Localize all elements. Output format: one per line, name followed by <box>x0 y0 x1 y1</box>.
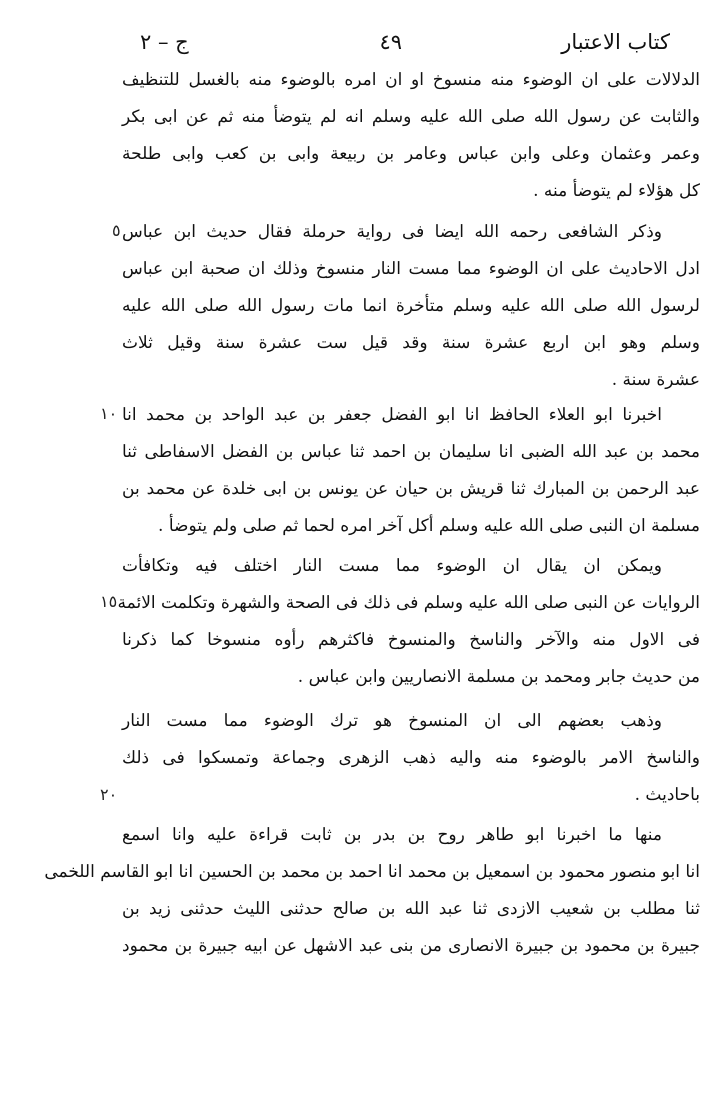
paragraph <box>122 703 700 814</box>
text-line: اخبرنا ابو العلاء الحافظ انا ابو الفضل جعفر بن عبد الواحد بن محمد انا <box>122 405 662 425</box>
text-line: جبيرة بن محمود بن جبيرة الانصارى من بنى عبد الاشهل عن ابيه جبيرة بن محمود <box>122 936 700 956</box>
text-line: وذهب بعضهم الى ان المنسوخ هو ترك الوضوء مما مست النار <box>122 711 662 731</box>
text-line: الروايات عن النبى صلى الله عليه وسلم فى ذلك فى الصحة والشهرة وتكلمت الائمة <box>117 593 700 613</box>
text-line: عشرة سنة . <box>611 370 700 390</box>
line-marker: ١٥ <box>100 592 118 611</box>
line-marker: ٥ <box>112 221 121 240</box>
text-line: منها ما اخبرنا ابو طاهر روح بن بدر بن ثابت قراءة عليه وانا اسمع <box>122 825 662 845</box>
text-line: ويمكن ان يقال ان الوضوء مما مست النار اختلف فيه وتكافأت <box>122 556 662 576</box>
text-line: والثابت عن رسول الله صلى الله عليه وسلم انه لم يتوضأ منه ثم عن ابى بكر <box>122 107 700 127</box>
book-title: كتاب الاعتبار <box>561 30 670 54</box>
text-line: وذكر الشافعى رحمه الله ايضا فى رواية حرملة فقال حديث ابن عباس <box>122 222 662 242</box>
text-line: كل هؤلاء لم يتوضأ منه . <box>533 181 700 201</box>
text-line: باحاديث . <box>634 785 700 805</box>
text-line: من حديث جابر ومحمد بن مسلمة الانصاريين وابن عباس . <box>297 667 700 687</box>
paragraph <box>122 397 700 545</box>
text-line: الدلالات على ان الوضوء منه منسوخ او ان امره بالوضوء منه بالغسل للتنظيف <box>122 70 700 90</box>
text-line: والناسخ الامر بالوضوء منه واليه ذهب الزهرى وجماعة وتمسكوا فى ذلك <box>122 748 700 768</box>
text-line: وعمر وعثمان وعلى وابن عباس وعامر بن ربيعة وابى بن كعب وابى طلحة <box>122 144 700 164</box>
text-line: ادل الاحاديث على ان الوضوء مما مست النار منسوخ وذلك ان صحبة ابن عباس <box>122 259 700 279</box>
paragraph <box>117 548 700 696</box>
page-header <box>140 30 670 66</box>
text-line: ثنا مطلب بن شعيب الازدى ثنا عبد الله بن صالح حدثنى الليث حدثنى زيد بن <box>122 899 700 919</box>
text-line: مسلمة ان النبى صلى الله عليه وسلم أكل آخر امره لحما ثم صلى ولم يتوضأ . <box>158 516 700 536</box>
text-line: وسلم وهو ابن اربع عشرة سنة وقد قيل ست عشرة سنة وقيل ثلاث <box>122 333 700 353</box>
line-marker: ٢٠ <box>100 785 118 804</box>
paragraph <box>122 62 700 210</box>
volume-label: ج – ٢ <box>140 30 189 54</box>
line-marker: ١٠ <box>100 404 118 423</box>
text-line: محمد بن عبد الله الضبى انا سليمان بن احمد ثنا عباس بن الفضل الاسفاطى ثنا <box>122 442 700 462</box>
paragraph <box>122 214 700 399</box>
text-line: انا ابو منصور محمود بن اسمعيل بن محمد انا احمد بن محمد بن الحسين انا ابو القاسم اللخمى <box>44 862 700 882</box>
text-line: لرسول الله صلى الله عليه وسلم متأخرة انما مات رسول الله صلى الله عليه <box>122 296 700 316</box>
text-line: عبد الرحمن بن المبارك ثنا قريش بن حيان عن يونس بن ابى خلدة عن محمد بن <box>122 479 700 499</box>
text-line: فى الاول منه والآخر والناسخ والمنسوخ فاكثرهم رأوه منسوخا كما ذكرنا <box>122 630 700 650</box>
paragraph <box>44 817 700 965</box>
page-number: ٤٩ <box>379 30 402 54</box>
